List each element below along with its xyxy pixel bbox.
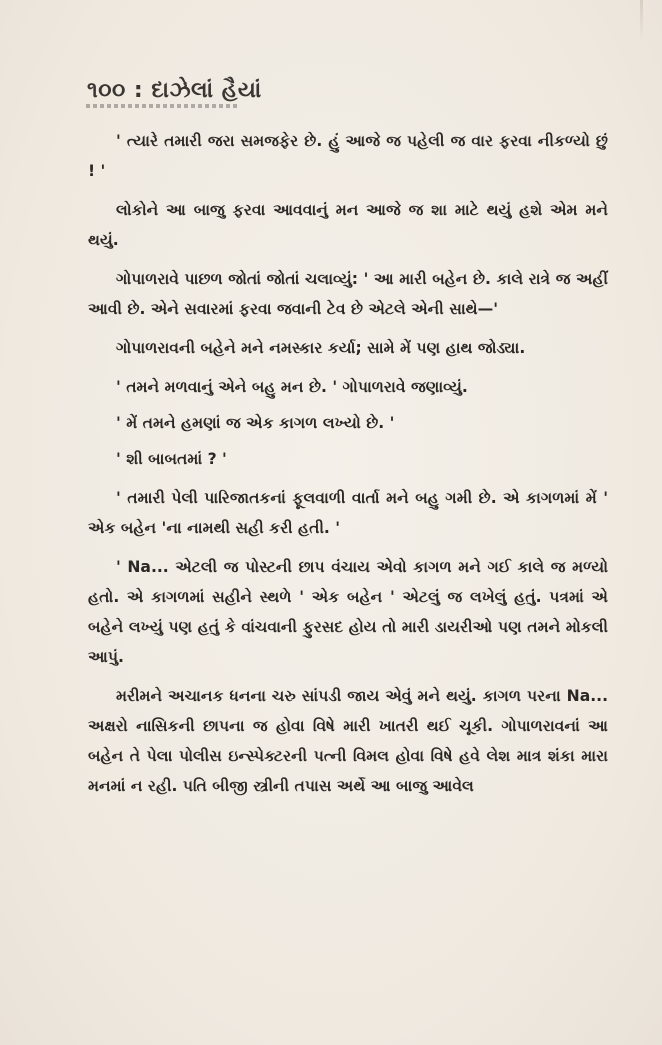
paragraph: ' ત્યારે તમારી જરા સમજફેર છે. હું આજે જ પહેલી જ વાર ફરવા નીકળ્યો છું ! '	[88, 132, 608, 180]
paragraph: લોકોને આ બાજુ ફરવા આવવાનું મન આજે જ શા માટે થયું હશે એમ મને થયું.	[88, 201, 608, 249]
body-text	[88, 126, 608, 801]
paragraph: ગોપાળરાવે પાછળ જોતાં જોતાં ચલાવ્યું: ' આ મારી બહેન છે. કાલે રાત્રે જ અહીં આવી છે. એને સવારમાં ફરવા જવાની ટેવ છે એટલે એની સાથે—'	[88, 270, 608, 318]
page-edge-shadow	[640, 0, 643, 40]
paragraph: ' તમારી પેલી પારિજાતકનાં ફૂલવાળી વાર્તા મને બહુ ગમી છે. એ કાગળમાં મેં ' એક બહેન 'ના નામથી સહી કરી હતી. '	[88, 489, 608, 537]
paragraph: ' મેં તમને હમણાં જ એક કાગળ લખ્યો છે. '	[116, 414, 395, 432]
paragraph: ' શી બાબતમાં ? '	[116, 450, 227, 468]
header-underline	[86, 104, 238, 108]
paragraph: ' Na... એટલી જ પોસ્ટની છાપ વંચાય એવો કાગળ મને ગઈ કાલે જ મળ્યો હતો. એ કાગળમાં સહીને સ્થળે ' એક બહેન ' એટલું જ લખેલું હતું. પત્રમાં એ બહેને લખ્યું પણ હતું કે વાંચવાની ફુરસદ હોય તો મારી ડાયરીઓ પણ તમને મોકલી આપું.	[88, 558, 608, 666]
page-header: ૧૦૦ : દાઝેલાં હૈયાં	[87, 78, 262, 103]
paragraph: ' તમને મળવાનું એને બહુ મન છે. ' ગોપાળરાવે જણાવ્યું.	[116, 378, 468, 396]
paragraph: ગોપાળરાવની બહેને મને નમસ્કાર કર્યા; સામે મેં પણ હાથ જોડ્યા.	[116, 339, 526, 357]
paragraph: મરીમને અચાનક ધનના ચરુ સાંપડી જાય એવું મને થયું. કાગળ પરના Na... અક્ષરો નાસિકની છાપના જ હોવા વિષે મારી ખાતરી થઈ ચૂકી. ગોપાળરાવનાં આ બહેન તે પેલા પોલીસ ઇન્સ્પેક્ટરની પત્ની વિમલ હોવા વિષે હવે લેશ માત્ર શંકા મારા મનમાં ન રહી. પતિ બીજી સ્ત્રીની તપાસ અર્થે આ બાજુ આવેલ	[88, 687, 608, 795]
